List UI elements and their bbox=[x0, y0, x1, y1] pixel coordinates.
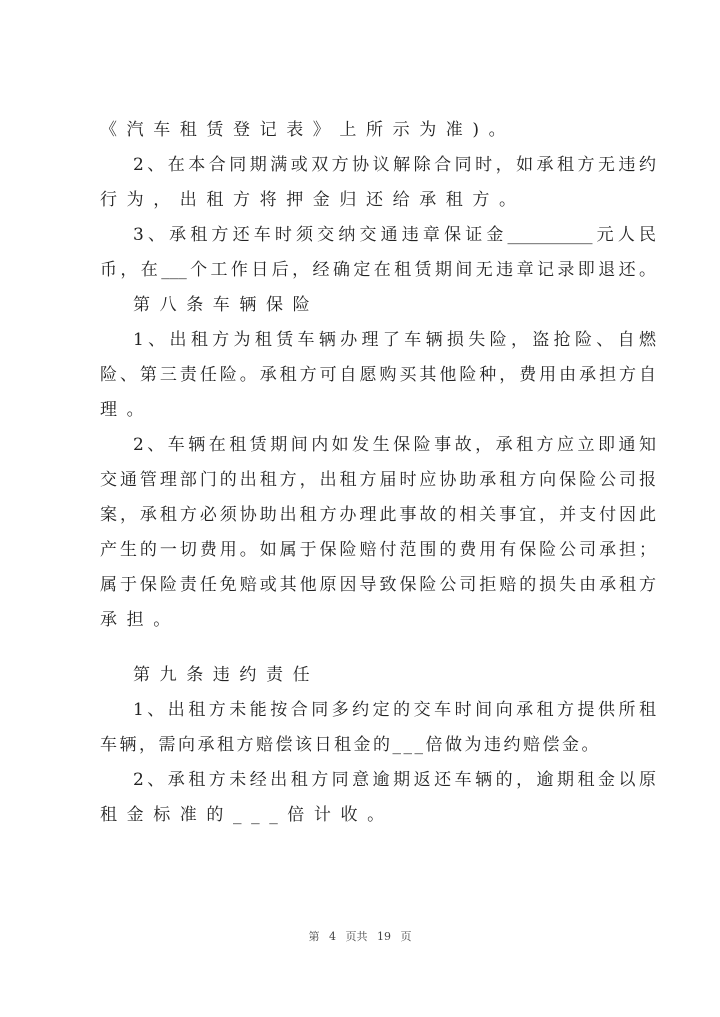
section-heading: 第九条违约责任 bbox=[133, 665, 320, 685]
text-line: 币，在___个工作日后，经确定在租赁期间无违章记录即退还。 bbox=[100, 260, 656, 280]
text-line: 案，承租方必须协助出租方办理此事故的相关事宜，并支付因此 bbox=[100, 505, 656, 525]
text-line: 险、第三责任险。承租方可自愿购买其他险种，费用由承担方自 bbox=[100, 365, 656, 385]
text-line: 2、在本合同期满或双方协议解除合同时，如承租方无违约 bbox=[133, 155, 656, 175]
text-line: 《汽车租赁登记表》上所示为准)。 bbox=[100, 120, 516, 140]
text-line: 产生的一切费用。如属于保险赔付范围的费用有保险公司承担； bbox=[100, 540, 656, 560]
text-line: 属于保险责任免赔或其他原因导致保险公司拒赔的损失由承租方 bbox=[100, 575, 656, 595]
page-number: 第 4 页共 19 页 bbox=[308, 930, 412, 943]
section-heading: 第八条车辆保险 bbox=[133, 295, 320, 315]
text-line: 车辆，需向承租方赔偿该日租金的___倍做为违约赔偿金。 bbox=[100, 735, 601, 755]
text-line: 理。 bbox=[100, 400, 154, 420]
text-line: 1、出租方为租赁车辆办理了车辆损失险，盗抢险、自燃 bbox=[133, 330, 656, 350]
text-line: 1、出租方未能按合同多约定的交车时间向承租方提供所租 bbox=[133, 700, 656, 720]
text-line: 承担。 bbox=[100, 610, 180, 630]
text-line: 3、承租方还车时须交纳交通违章保证金__________元人民 bbox=[133, 225, 656, 245]
document-page bbox=[100, 116, 656, 836]
text-line: 2、承租方未经出租方同意逾期返还车辆的，逾期租金以原 bbox=[133, 770, 656, 790]
text-line: 2、车辆在租赁期间内如发生保险事故，承租方应立即通知 bbox=[133, 435, 656, 455]
text-line: 行为，出租方将押金归还给承租方。 bbox=[100, 190, 526, 210]
text-line: 租金标准的___倍计收。 bbox=[100, 805, 394, 825]
text-line: 交通管理部门的出租方，出租方届时应协助承租方向保险公司报 bbox=[100, 470, 656, 490]
